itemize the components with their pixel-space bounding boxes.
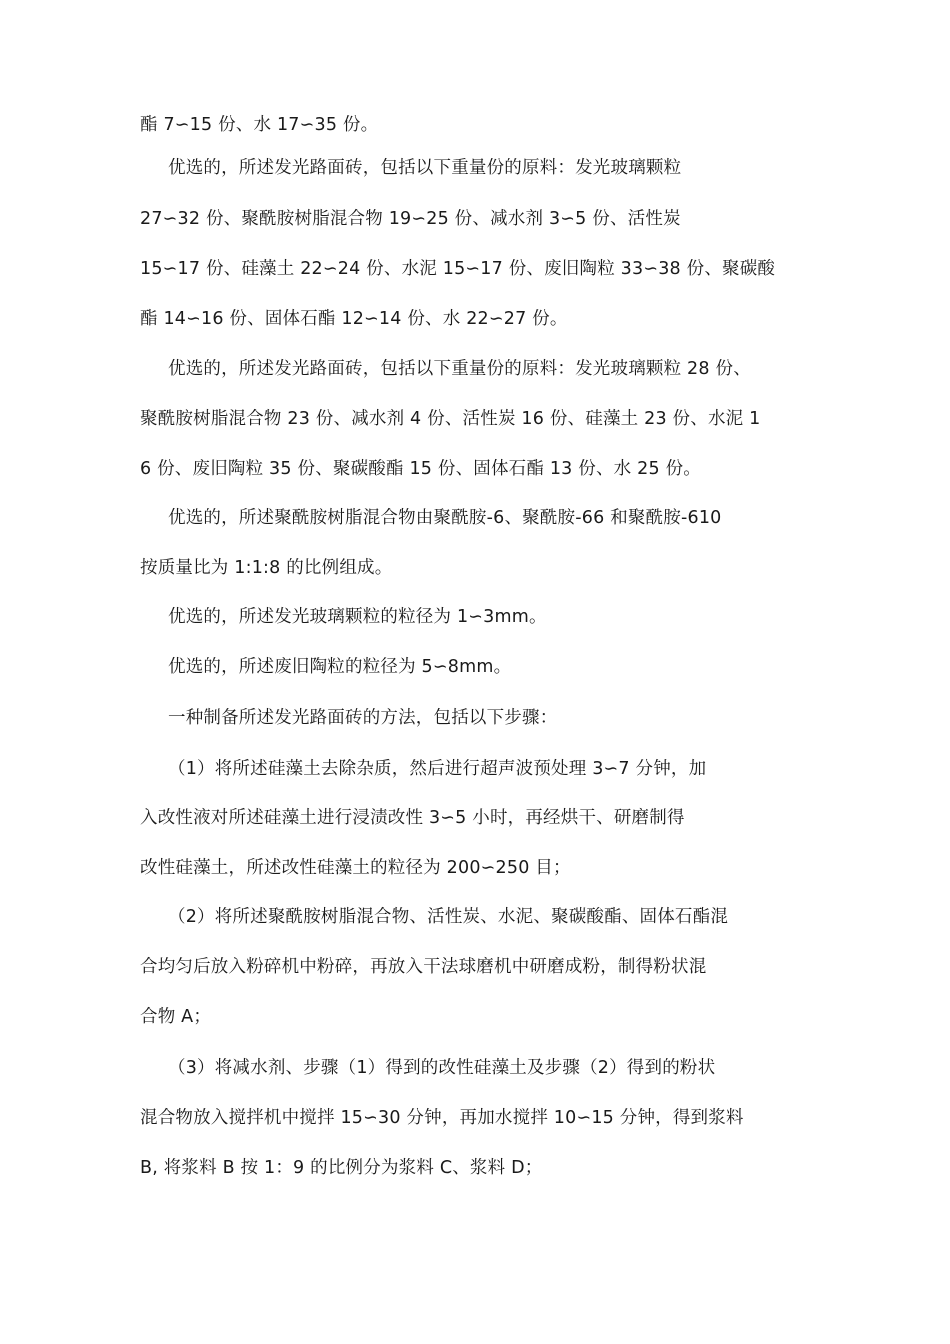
text-line: 优选的，所述发光玻璃颗粒的粒径为 1∽3mm。 (168, 607, 547, 627)
text-line: 优选的，所述发光路面砖，包括以下重量份的原料：发光玻璃颗粒 (168, 158, 682, 178)
text-line: 15∽17 份、硅藻土 22∽24 份、水泥 15∽17 份、废旧陶粒 33∽38 份、聚碳酸 (140, 259, 776, 279)
text-line: 合物 A； (140, 1007, 212, 1027)
text-line: （3）将减水剂、步骤（1）得到的改性硅藻土及步骤（2）得到的粉状 (168, 1058, 716, 1078)
text-line: 一种制备所述发光路面砖的方法，包括以下步骤： (168, 708, 558, 728)
text-line: 混合物放入搅拌机中搅拌 15∽30 分钟，再加水搅拌 10∽15 分钟，得到浆料 (140, 1108, 744, 1128)
text-line: 优选的，所述废旧陶粒的粒径为 5∽8mm。 (168, 657, 512, 677)
text-line: 按质量比为 1:1:8 的比例组成。 (140, 558, 393, 578)
text-line: 入改性液对所述硅藻土进行浸渍改性 3∽5 小时，再经烘干、研磨制得 (140, 808, 685, 828)
text-line: 合均匀后放入粉碎机中粉碎，再放入干法球磨机中研磨成粉，制得粉状混 (140, 957, 707, 977)
text-line: （2）将所述聚酰胺树脂混合物、活性炭、水泥、聚碳酸酯、固体石酯混 (168, 907, 729, 927)
text-line: 优选的，所述聚酰胺树脂混合物由聚酰胺-6、聚酰胺-66 和聚酰胺-610 (168, 508, 722, 528)
text-line: （1）将所述硅藻土去除杂质，然后进行超声波预处理 3∽7 分钟，加 (168, 759, 707, 779)
text-line: 优选的，所述发光路面砖，包括以下重量份的原料：发光玻璃颗粒 28 份、 (168, 359, 751, 379)
text-line: 聚酰胺树脂混合物 23 份、减水剂 4 份、活性炭 16 份、硅藻土 23 份、水泥 1 (140, 409, 761, 429)
text-line: 27∽32 份、聚酰胺树脂混合物 19∽25 份、减水剂 3∽5 份、活性炭 (140, 209, 681, 229)
text-line: 酯 7∽15 份、水 17∽35 份。 (140, 115, 379, 135)
text-line: 6 份、废旧陶粒 35 份、聚碳酸酯 15 份、固体石酯 13 份、水 25 份。 (140, 459, 701, 479)
text-line: 酯 14∽16 份、固体石酯 12∽14 份、水 22∽27 份。 (140, 309, 568, 329)
text-line: B, 将浆料 B 按 1：9 的比例分为浆料 C、浆料 D； (140, 1158, 543, 1178)
text-line: 改性硅藻土，所述改性硅藻土的粒径为 200∽250 目； (140, 858, 571, 878)
